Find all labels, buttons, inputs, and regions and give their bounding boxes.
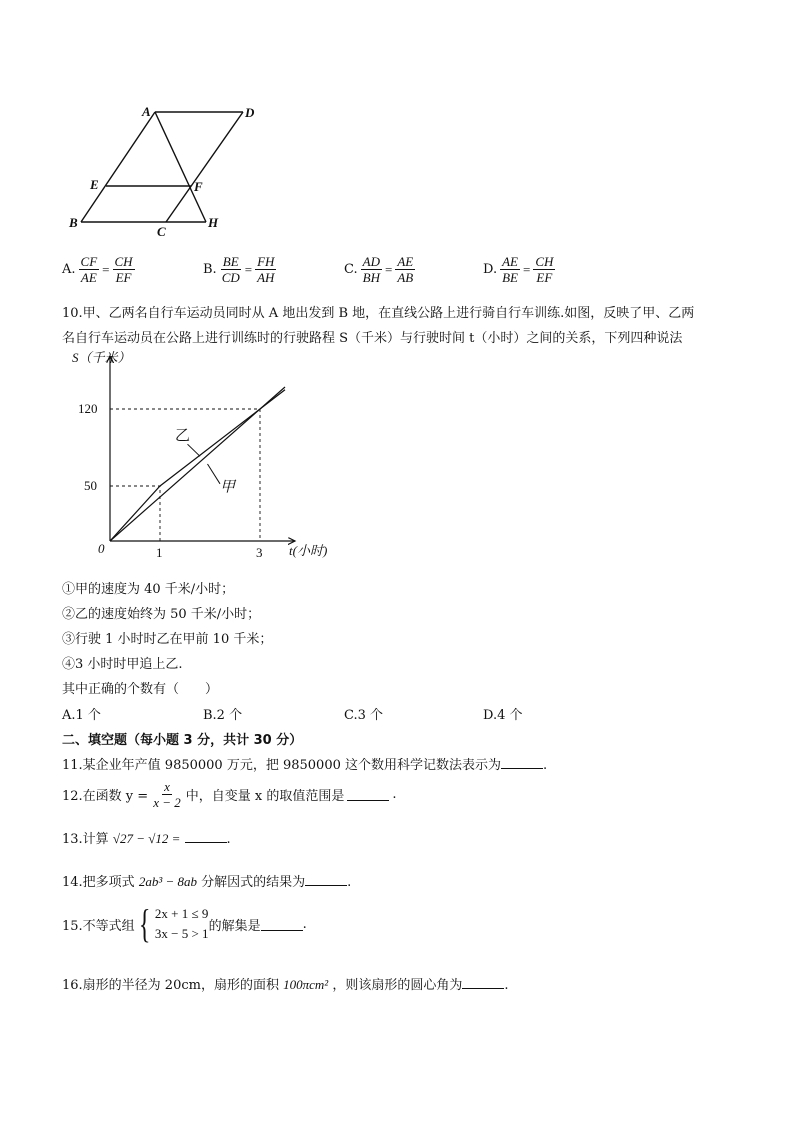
q10-option-d[interactable]: D.4 个 bbox=[483, 708, 523, 723]
answer-blank[interactable] bbox=[462, 976, 504, 989]
q9-option-a[interactable]: A. $\frac{CF}{AE}$ = $\frac{CH}{EF}$ bbox=[62, 254, 133, 285]
answer-blank[interactable] bbox=[347, 788, 389, 801]
q12: 12.在函数 y = $\frac{x}{x - 2}$ 中，自变量 x 的取值范围是 . bbox=[62, 779, 397, 810]
label-C: C bbox=[157, 224, 166, 239]
geometry-figure bbox=[60, 96, 280, 246]
inequality-system: { 2x + 1 ≤ 9 3x − 5 > 1 bbox=[138, 901, 209, 946]
fraction: $\frac{AE}{BE}$ bbox=[502, 254, 518, 285]
q15: 15.不等式组 { 2x + 1 ≤ 9 3x − 5 > 1 的解集是 . bbox=[62, 901, 307, 946]
q10-statement-2: ②乙的速度始终为 50 千米/小时； bbox=[62, 607, 261, 622]
x-axis-label: t(小时) bbox=[289, 543, 328, 558]
answer-blank[interactable] bbox=[261, 918, 303, 931]
q10-option-c[interactable]: C.3 个 bbox=[344, 708, 384, 723]
answer-blank[interactable] bbox=[501, 756, 543, 769]
y-tick-label: 50 bbox=[84, 478, 97, 493]
q11: 11.某企业年产值 9850000 万元，把 9850000 这个数用科学记数法表示为 . bbox=[62, 758, 548, 773]
fraction: $\frac{FH}{AH}$ bbox=[257, 254, 275, 285]
x-tick-label: 3 bbox=[256, 545, 263, 560]
fraction: $\frac{CH}{EF}$ bbox=[535, 254, 554, 285]
q10-option-a[interactable]: A.1 个 bbox=[62, 708, 101, 723]
label-A: A bbox=[142, 104, 151, 119]
q10-statement-4: ④3 小时时甲追上乙. bbox=[62, 657, 183, 672]
label-F: F bbox=[194, 179, 203, 194]
fraction: $\frac{CF}{AE}$ bbox=[80, 254, 98, 285]
q10-text-line-1: 10.甲、乙两名自行车运动员同时从 A 地出发到 B 地，在直线公路上进行骑自行车训练.如图，反映了甲、乙两 bbox=[62, 306, 695, 321]
q9-option-b[interactable]: B. $\frac{BE}{CD}$ = $\frac{FH}{AH}$ bbox=[203, 254, 275, 285]
label-E: E bbox=[90, 177, 99, 192]
q10-question: 其中正确的个数有（ ） bbox=[62, 682, 219, 697]
label-H: H bbox=[208, 215, 219, 230]
fraction: $\frac{x}{x - 2}$ bbox=[153, 779, 181, 810]
answer-blank[interactable] bbox=[305, 873, 347, 886]
label-B: B bbox=[69, 215, 78, 230]
math-expression: 2ab³ − 8ab bbox=[138, 874, 197, 889]
q10-text-line-2: 名自行车运动员在公路上进行训练时的行驶路程 S（千米）与行驶时间 t（小时）之间的关系，下列四种说法 bbox=[62, 331, 683, 346]
fraction: $\frac{AD}{BH}$ bbox=[362, 254, 380, 285]
q10-option-b[interactable]: B.2 个 bbox=[203, 708, 243, 723]
y-axis-label: S（千米） bbox=[72, 350, 131, 365]
q14: 14.把多项式 2ab³ − 8ab 分解因式的结果为 . bbox=[62, 874, 352, 890]
series-label-jia: 甲 bbox=[220, 479, 236, 496]
math-expression: √27 − √12 = bbox=[112, 831, 181, 846]
q10-statement-3: ③行驶 1 小时时乙在甲前 10 千米； bbox=[62, 632, 273, 647]
callout-line bbox=[188, 444, 201, 456]
fraction: $\frac{AE}{AB}$ bbox=[397, 254, 414, 285]
y-tick-label: 120 bbox=[78, 401, 98, 416]
label-D: D bbox=[245, 105, 255, 120]
math-expression: 100πcm² bbox=[283, 977, 329, 992]
answer-blank[interactable] bbox=[185, 830, 227, 843]
q16: 16.扇形的半径为 20cm，扇形的面积 100πcm² ，则该扇形的圆心角为 . bbox=[62, 977, 509, 993]
section-2-heading: 二、填空题（每小题 3 分，共计 30 分） bbox=[62, 733, 303, 748]
distance-time-chart bbox=[62, 346, 372, 568]
fraction: $\frac{CH}{EF}$ bbox=[114, 254, 133, 285]
q13: 13.计算 √27 − √12 = . bbox=[62, 831, 231, 847]
fraction: $\frac{BE}{CD}$ bbox=[221, 254, 240, 285]
q9-option-d[interactable]: D. $\frac{AE}{BE}$ = $\frac{CH}{EF}$ bbox=[483, 254, 554, 285]
q9-option-c[interactable]: C. $\frac{AD}{BH}$ = $\frac{AE}{AB}$ bbox=[344, 254, 414, 285]
q10-statement-1: ①甲的速度为 40 千米/小时； bbox=[62, 582, 235, 597]
x-tick-label: 1 bbox=[156, 545, 163, 560]
origin-label: 0 bbox=[98, 541, 105, 556]
callout-line bbox=[208, 464, 221, 484]
series-label-yi: 乙 bbox=[175, 427, 191, 444]
